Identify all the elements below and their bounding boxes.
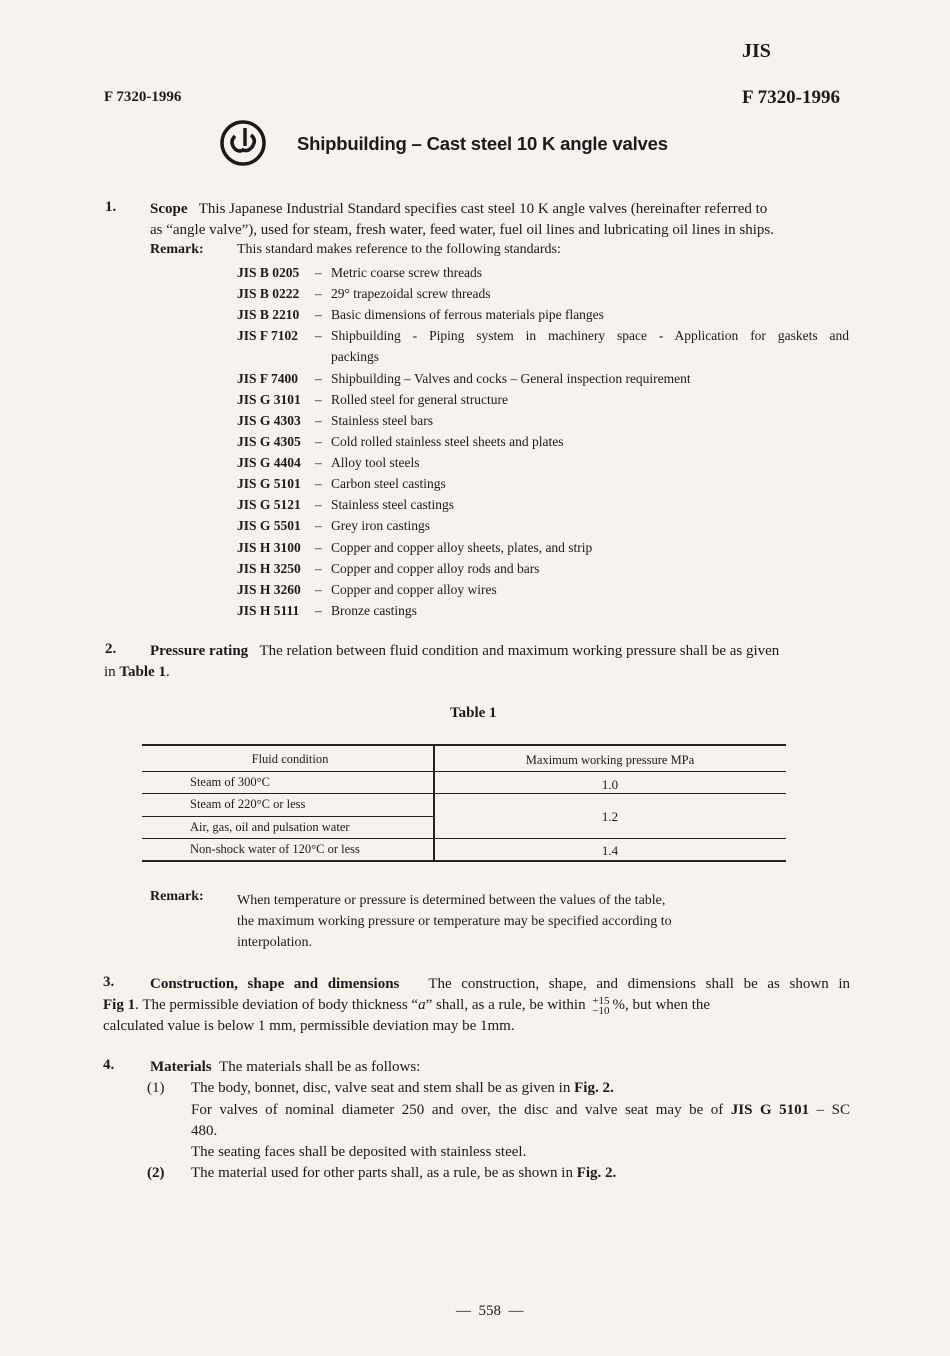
ref-desc-continued: packings <box>331 349 379 364</box>
table-cell-pressure: 1.4 <box>601 843 619 858</box>
ref-code: JIS G 5121 <box>237 497 301 512</box>
ref-dash: – <box>315 518 322 533</box>
construction-text-a: The construction, shape, and dimensions shall be as shown in <box>428 976 850 992</box>
ref-dash: – <box>315 265 322 280</box>
fig-1-ref: Fig 1 <box>103 997 136 1013</box>
ref-desc: Carbon steel castings <box>331 476 446 491</box>
ref-dash: – <box>315 582 322 597</box>
materials-item-2-label: (2) <box>147 1165 165 1181</box>
reference-item <box>237 304 604 325</box>
table-cell-pressure: 1.0 <box>601 777 619 792</box>
ref-desc: Grey iron castings <box>331 518 430 533</box>
ref-code: JIS G 4303 <box>237 413 301 428</box>
table-row-rule <box>142 838 786 839</box>
table-cell-condition: Air, gas, oil and pulsation water <box>190 820 350 834</box>
tolerance <box>592 996 609 1016</box>
ref-desc: Alloy tool steels <box>331 455 420 470</box>
ref-code: JIS G 5501 <box>237 518 301 533</box>
reference-item <box>237 558 539 579</box>
pressure-remark-label: Remark: <box>150 889 204 904</box>
ref-desc: Shipbuilding – Valves and cocks – General inspection requirement <box>331 371 691 386</box>
table-cell-condition: Steam of 220°C or less <box>190 797 306 811</box>
fig-2-ref: Fig. 2. <box>574 1080 614 1096</box>
materials-item-1 <box>191 1078 614 1099</box>
section-2-heading: Pressure rating <box>150 643 249 659</box>
table-cell-condition: Steam of 300°C <box>190 775 270 789</box>
materials-intro: The materials shall be as follows: <box>219 1059 421 1075</box>
reference-item <box>237 537 592 558</box>
pressure-text-b-prefix: in <box>104 664 116 680</box>
section-3-heading: Construction, shape and dimensions <box>150 976 400 992</box>
reference-item <box>237 262 482 283</box>
ref-code: JIS B 2210 <box>237 307 300 322</box>
ref-dash: – <box>315 455 322 470</box>
pressure-text-a: The relation between fluid condition and maximum working pressure shall be as given <box>259 643 780 659</box>
reference-item <box>237 473 446 494</box>
materials-note-b: – SC <box>816 1102 851 1118</box>
doc-id-left-text: F 7320-1996 <box>104 89 182 105</box>
section-3-number: 3. <box>103 974 115 990</box>
ref-desc: Basic dimensions of ferrous materials pipe flanges <box>331 307 604 322</box>
ref-dash: – <box>315 392 322 407</box>
ref-desc: Rolled steel for general structure <box>331 392 508 407</box>
table-cell-condition: Non-shock water of 120°C or less <box>190 842 360 856</box>
materials-item-1-text: The body, bonnet, disc, valve seat and stem shall be as given in <box>191 1080 571 1096</box>
ref-code: JIS F 7400 <box>237 371 299 386</box>
materials-item-2 <box>191 1163 616 1184</box>
scope-remark-label: Remark: <box>150 242 204 257</box>
section-2-line-1 <box>150 641 850 662</box>
ref-dash: – <box>315 497 322 512</box>
reference-item <box>237 325 849 346</box>
reference-item <box>237 431 563 452</box>
reference-item <box>237 452 420 473</box>
ref-code: JIS B 0205 <box>237 265 300 280</box>
table-bottom-rule <box>142 860 786 862</box>
doc-id-right-text: F 7320-1996 <box>742 87 840 108</box>
ref-code: JIS H 3260 <box>237 582 301 597</box>
section-1-number: 1. <box>105 199 117 215</box>
reference-item <box>237 389 508 410</box>
scope-text-line-1: This Japanese Industrial Standard specifies cast steel 10 K angle valves (hereinafter referred to <box>198 201 768 217</box>
table-top-rule <box>142 744 786 746</box>
reference-item <box>237 600 417 621</box>
ref-dash: – <box>315 328 322 343</box>
ref-dash: – <box>315 434 322 449</box>
section-4-number: 4. <box>103 1057 115 1073</box>
table-header-pressure: Maximum working pressure MPa <box>525 753 695 767</box>
ref-code: JIS H 5111 <box>237 603 300 618</box>
reference-item <box>237 410 433 431</box>
section-4-heading: Materials <box>150 1059 212 1075</box>
construction-text-e: calculated value is below 1 mm, permissible deviation may be 1mm. <box>103 1018 515 1034</box>
ref-desc: Stainless steel castings <box>331 497 454 512</box>
pressure-text-b-suffix: . <box>165 664 170 680</box>
scope-text-line-2: as “angle valve”), used for steam, fresh water, feed water, fuel oil lines and lubricating oil lines in ships. <box>150 222 775 238</box>
section-3-line-1 <box>150 974 850 995</box>
construction-text-c: ” shall, as a rule, be within <box>425 997 586 1013</box>
construction-text-d: %, but when the <box>612 997 711 1013</box>
ref-dash: – <box>315 603 322 618</box>
ref-dash: – <box>315 540 322 555</box>
section-1-line-1 <box>150 199 850 220</box>
materials-item-1-label: (1) <box>147 1080 165 1096</box>
ref-desc: Stainless steel bars <box>331 413 433 428</box>
reference-item <box>237 515 430 536</box>
reference-item <box>237 368 691 389</box>
ref-desc: Shipbuilding - Piping system in machinery space - Application for gaskets and <box>331 328 849 343</box>
ref-desc: Copper and copper alloy sheets, plates, and strip <box>331 540 593 555</box>
ref-desc: Copper and copper alloy wires <box>331 582 497 597</box>
ref-desc: 29° trapezoidal screw threads <box>331 286 491 301</box>
section-2-line-2 <box>104 662 170 683</box>
section-1-heading: Scope <box>150 201 188 217</box>
ref-code: JIS G 4404 <box>237 455 301 470</box>
table-row-rule <box>142 793 786 794</box>
tolerance-upper: +15 <box>592 994 610 1007</box>
table-cell-pressure: 1.2 <box>601 809 619 824</box>
pressure-remark-line: the maximum working pressure or temperature may be specified according to <box>237 914 672 929</box>
reference-item <box>237 494 454 515</box>
doc-id-left <box>104 89 181 106</box>
construction-text-b: . The permissible deviation of body thickness “ <box>135 997 419 1013</box>
ref-desc: Metric coarse screw threads <box>331 265 483 280</box>
section-2-number: 2. <box>105 641 117 657</box>
table-sub-row-rule <box>142 816 434 817</box>
materials-note-d: The seating faces shall be deposited with stainless steel. <box>191 1144 527 1160</box>
ref-code: JIS G 4305 <box>237 434 301 449</box>
page-title: Shipbuilding – Cast steel 10 K angle valves <box>297 133 668 154</box>
reference-item <box>237 579 497 600</box>
ref-dash: – <box>315 307 322 322</box>
ref-code: JIS F 7102 <box>237 328 299 343</box>
ref-dash: – <box>315 561 322 576</box>
reference-item <box>237 283 490 304</box>
table-header-fluid: Fluid condition <box>251 752 329 766</box>
thickness-symbol: a <box>418 997 426 1013</box>
fig-2-ref: Fig. 2. <box>576 1165 617 1181</box>
jis-g-5101-ref: JIS G 5101 <box>730 1102 810 1118</box>
jis-logo-icon <box>218 118 268 168</box>
ref-code: JIS H 3250 <box>237 561 301 576</box>
tolerance-lower: −10 <box>592 1004 610 1017</box>
table-1-ref: Table 1 <box>119 664 166 680</box>
table-header-rule <box>142 771 786 772</box>
materials-note-a: For valves of nominal diameter 250 and over, the disc and valve seat may be of <box>191 1102 724 1118</box>
ref-desc: Bronze castings <box>331 603 417 618</box>
ref-dash: – <box>315 371 322 386</box>
ref-dash: – <box>315 476 322 491</box>
ref-code: JIS B 0222 <box>237 286 300 301</box>
ref-desc: Cold rolled stainless steel sheets and plates <box>331 434 564 449</box>
ref-code: JIS H 3100 <box>237 540 301 555</box>
materials-item-2-text: The material used for other parts shall, as a rule, be as shown in <box>191 1165 573 1181</box>
section-4-line-1 <box>150 1057 420 1078</box>
ref-dash: – <box>315 286 322 301</box>
pressure-remark-line: interpolation. <box>237 935 313 950</box>
materials-note-c: 480. <box>191 1123 218 1139</box>
ref-desc: Copper and copper alloy rods and bars <box>331 561 540 576</box>
ref-code: JIS G 5101 <box>237 476 301 491</box>
page-number: — 558 — <box>456 1303 524 1319</box>
pressure-remark-line: When temperature or pressure is determined between the values of the table, <box>237 893 666 908</box>
materials-item-1-note <box>191 1100 850 1121</box>
ref-code: JIS G 3101 <box>237 392 301 407</box>
table-1-title: Table 1 <box>450 705 497 721</box>
scope-remark-text: This standard makes reference to the following standards: <box>237 242 561 257</box>
section-3-line-2 <box>103 995 850 1016</box>
jis-mark: JIS <box>742 40 771 62</box>
ref-dash: – <box>315 413 322 428</box>
doc-id-right <box>742 87 840 109</box>
